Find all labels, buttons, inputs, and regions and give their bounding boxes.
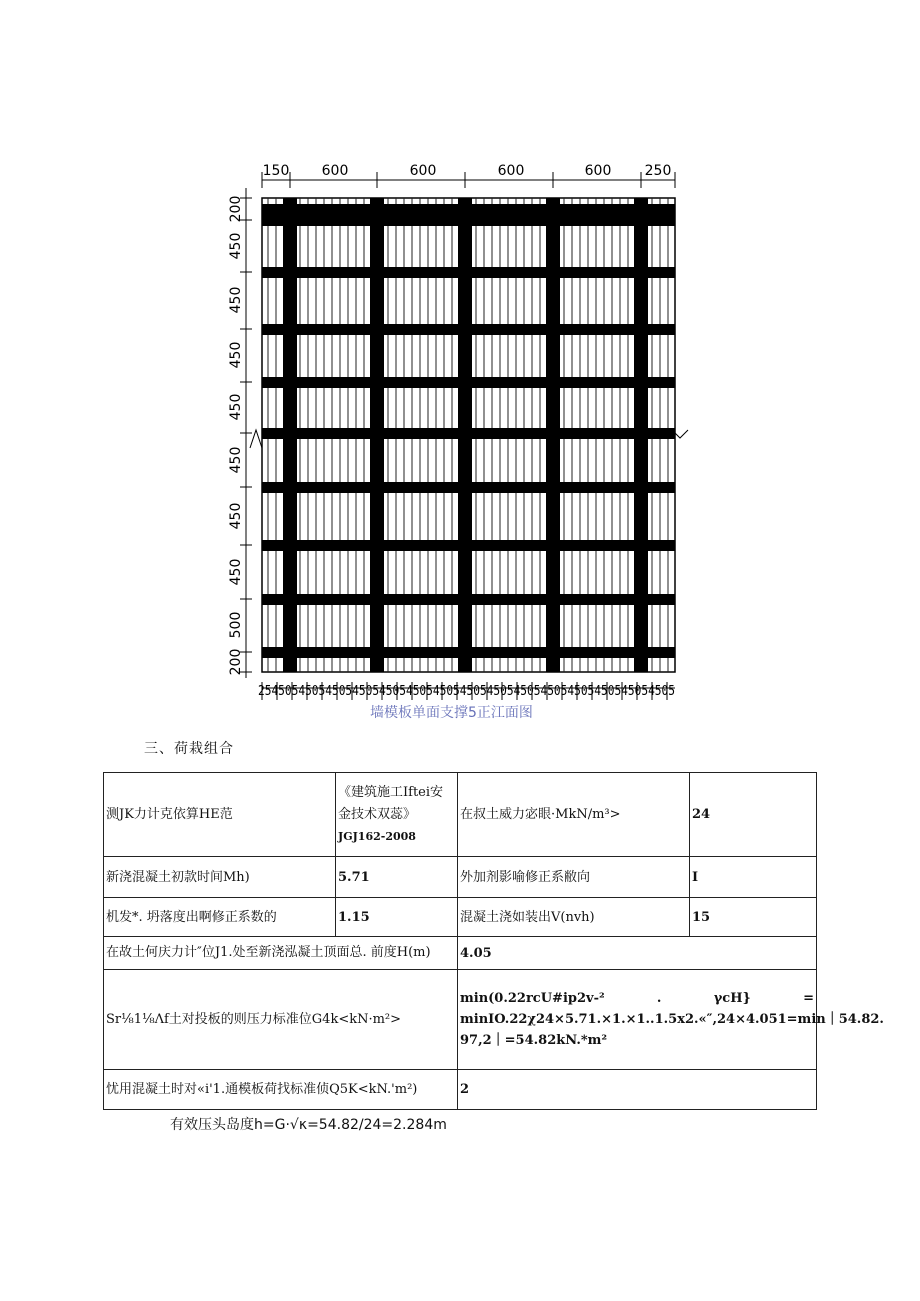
param-value: 5.71 <box>336 857 458 898</box>
param-value: I <box>690 857 817 898</box>
top-dimension-label: 600 <box>497 163 525 179</box>
side-dimension-label: 450 <box>228 502 244 530</box>
side-dimension-label: 500 <box>228 611 244 639</box>
side-dimension-label: 450 <box>228 393 244 421</box>
side-dimension-label: 450 <box>228 446 244 474</box>
section-title: 三、荷栽组合 <box>144 741 234 757</box>
table-row <box>104 1070 817 1110</box>
pressure-formula <box>458 970 884 1070</box>
param-label: 外加剂影喻修正系敝向 <box>458 857 690 898</box>
code-name-line-1: 《建筑施工Iftei安 <box>338 784 444 800</box>
param-label: 测JK力计克依算HE范 <box>104 773 336 857</box>
top-dimension-label: 600 <box>321 163 349 179</box>
top-dimension-label: 600 <box>584 163 612 179</box>
param-label: 忧用混凝土时对«i'1.通模板荷找标准侦Q5K<kN.'m²) <box>104 1070 458 1110</box>
table-row <box>104 857 817 898</box>
param-value: 24 <box>690 773 817 857</box>
top-dimension-label: 600 <box>409 163 437 179</box>
param-label: 混凝土浇如装出V(nvh) <box>458 898 690 937</box>
vertical-beam <box>458 198 472 672</box>
formula-part: . <box>656 991 662 1006</box>
param-label: 在叔土威力宓眼·MkN∕m³> <box>458 773 690 857</box>
param-value: 1.15 <box>336 898 458 937</box>
param-value: 4.05 <box>458 937 817 970</box>
side-dimension-label: 450 <box>228 558 244 586</box>
code-name-line-2: 金技术双蕊》 <box>338 806 417 822</box>
param-label: 在故土何庆力计″位J1.处至新浇泓凝土顶面总. 前度H(m) <box>104 937 458 970</box>
code-number: JGJ162-2008 <box>338 829 416 843</box>
param-label: Sr⅛1⅛Λf土对投板的则压力标准位G4k<kN·m²> <box>104 970 458 1070</box>
vertical-beam <box>634 198 648 672</box>
formula-part: γcH} <box>713 991 751 1006</box>
formula-line-2: minIO.22χ24×5.71.×1.×1..1.5x2.«″,24×4.051=min｜54.82. <box>460 1012 884 1027</box>
side-dimension-labels <box>228 196 244 676</box>
table-row <box>104 970 817 1070</box>
table-row <box>104 898 817 937</box>
param-label: 新浇混凝土初款时间Mh) <box>104 857 336 898</box>
bottom-dimension-labels: 25450545054505450545054505450545054505450545054505450545054505 <box>258 684 675 699</box>
vertical-beam <box>370 198 384 672</box>
side-dimension-label: 200 <box>228 648 244 676</box>
vertical-beam <box>546 198 560 672</box>
formula-line-3: 97,2｜=54.82kN.*m² <box>460 1033 608 1048</box>
formula-part: = <box>803 991 814 1006</box>
drawing-caption: 墙模板单面支撑5正江面图 <box>370 705 533 721</box>
load-parameter-table <box>103 772 884 1110</box>
param-value: 15 <box>690 898 817 937</box>
formula-line-1 <box>460 988 814 1009</box>
side-dimension-label: 450 <box>228 286 244 314</box>
param-value <box>336 773 458 857</box>
param-label: 机发*. 坍落度出啊修正系数的 <box>104 898 336 937</box>
side-dimension-label: 200 <box>228 195 244 223</box>
table-row <box>104 773 817 857</box>
table-row <box>104 937 817 970</box>
param-value: 2 <box>458 1070 817 1110</box>
side-dimension-label: 450 <box>228 232 244 260</box>
vertical-beam <box>283 198 297 672</box>
formula-part: min(0.22rcU#ip2v-² <box>460 991 605 1006</box>
top-dimension-label: 250 <box>644 163 672 179</box>
top-dimension-label: 150 <box>262 163 290 179</box>
top-dimension-labels <box>263 163 672 179</box>
side-dimension-label: 450 <box>228 341 244 369</box>
effective-head-height-note: 有效压头岛度h=G·√κ=54.82/24=2.284m <box>170 1117 447 1133</box>
